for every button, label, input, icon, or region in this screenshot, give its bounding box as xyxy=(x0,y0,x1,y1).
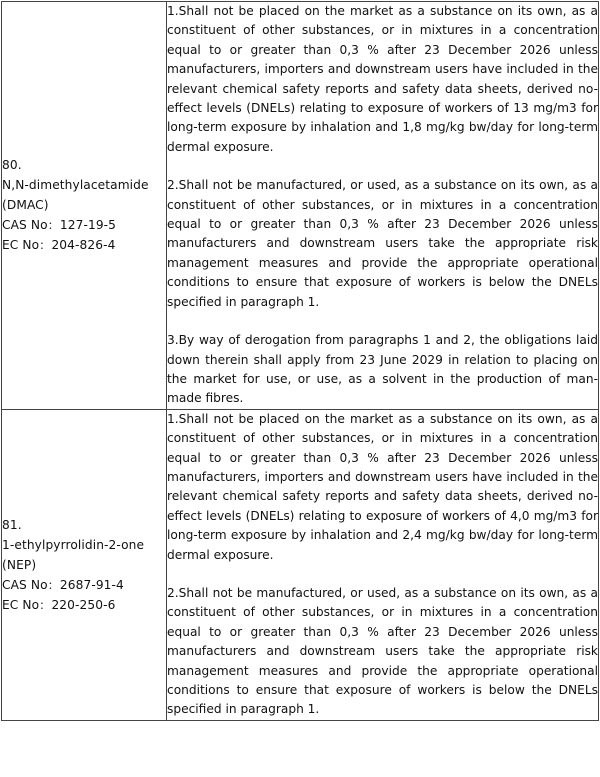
condition-paragraph-2: 2.Shall not be manufactured, or used, as a substance on its own, as a constituent of other substances, or in mixtures in a concentration equal to or greater than 0,3 % after 23 December 2026 unless manufacturers and downstream users take the appropriate risk management measures and provide the appropriate operational conditions to ensure that exposure of workers is below the DNELs specified in paragraph 1. xyxy=(167,178,598,309)
substance-abbreviation: (DMAC) xyxy=(2,198,49,213)
substance-cell xyxy=(2,2,167,410)
substance-cell xyxy=(2,409,167,720)
ec-number: EC No：204-826-4 xyxy=(2,238,116,253)
cas-number: CAS No：127-19-5 xyxy=(2,218,117,233)
conditions-cell xyxy=(167,409,599,720)
table-row-entry-80 xyxy=(2,2,599,410)
substance-name: N,N-dimethylacetamide xyxy=(2,178,149,193)
ec-number: EC No：220-250-6 xyxy=(2,597,116,612)
condition-paragraph-1: 1.Shall not be placed on the market as a substance on its own, as a constituent of other substances, or in mixtures in a concentration equal to or greater than 0,3 % after 23 December 2026 unless manufacturers, importers and downstream users have included in the relevant chemical safety reports and safety data sheets, derived no-effect levels (DNELs) relating to exposure of workers of 4,0 mg/m3 for long-term exposure by inhalation and 2,4 mg/kg bw/day for long-term dermal exposure. xyxy=(167,411,598,562)
substance-abbreviation: (NEP) xyxy=(2,557,37,572)
entry-number: 81. xyxy=(2,517,22,532)
substance-name: 1-ethylpyrrolidin-2-one xyxy=(2,537,145,552)
condition-paragraph-1: 1.Shall not be placed on the market as a substance on its own, as a constituent of other substances, or in mixtures in a concentration equal to or greater than 0,3 % after 23 December 2026 unless manufacturers, importers and downstream users have included in the relevant chemical safety reports and safety data sheets, derived no-effect levels (DNELs) relating to exposure of workers of 13 mg/m3 for long-term exposure by inhalation and 1,8 mg/kg bw/day for long-term dermal exposure. xyxy=(167,4,598,154)
restriction-table xyxy=(1,1,599,721)
condition-paragraph-2: 2.Shall not be manufactured, or used, as a substance on its own, as a constituent of other substances, or in mixtures in a concentration equal to or greater than 0,3 % after 23 December 2026 unless manufacturers and downstream users take the appropriate risk management measures and provide the appropriate operational conditions to ensure that exposure of workers is below the DNELs specified in paragraph 1. xyxy=(167,585,598,717)
conditions-cell xyxy=(167,2,599,410)
condition-paragraph-3: 3.By way of derogation from paragraphs 1 and 2, the obligations laid down therein shall apply from 23 June 2029 in relation to placing on the market for use, or use, as a solvent in the production of man-made fibres. xyxy=(167,333,598,406)
cas-number: CAS No：2687-91-4 xyxy=(2,577,124,592)
entry-number: 80. xyxy=(2,158,22,173)
table-row-entry-81 xyxy=(2,409,599,720)
